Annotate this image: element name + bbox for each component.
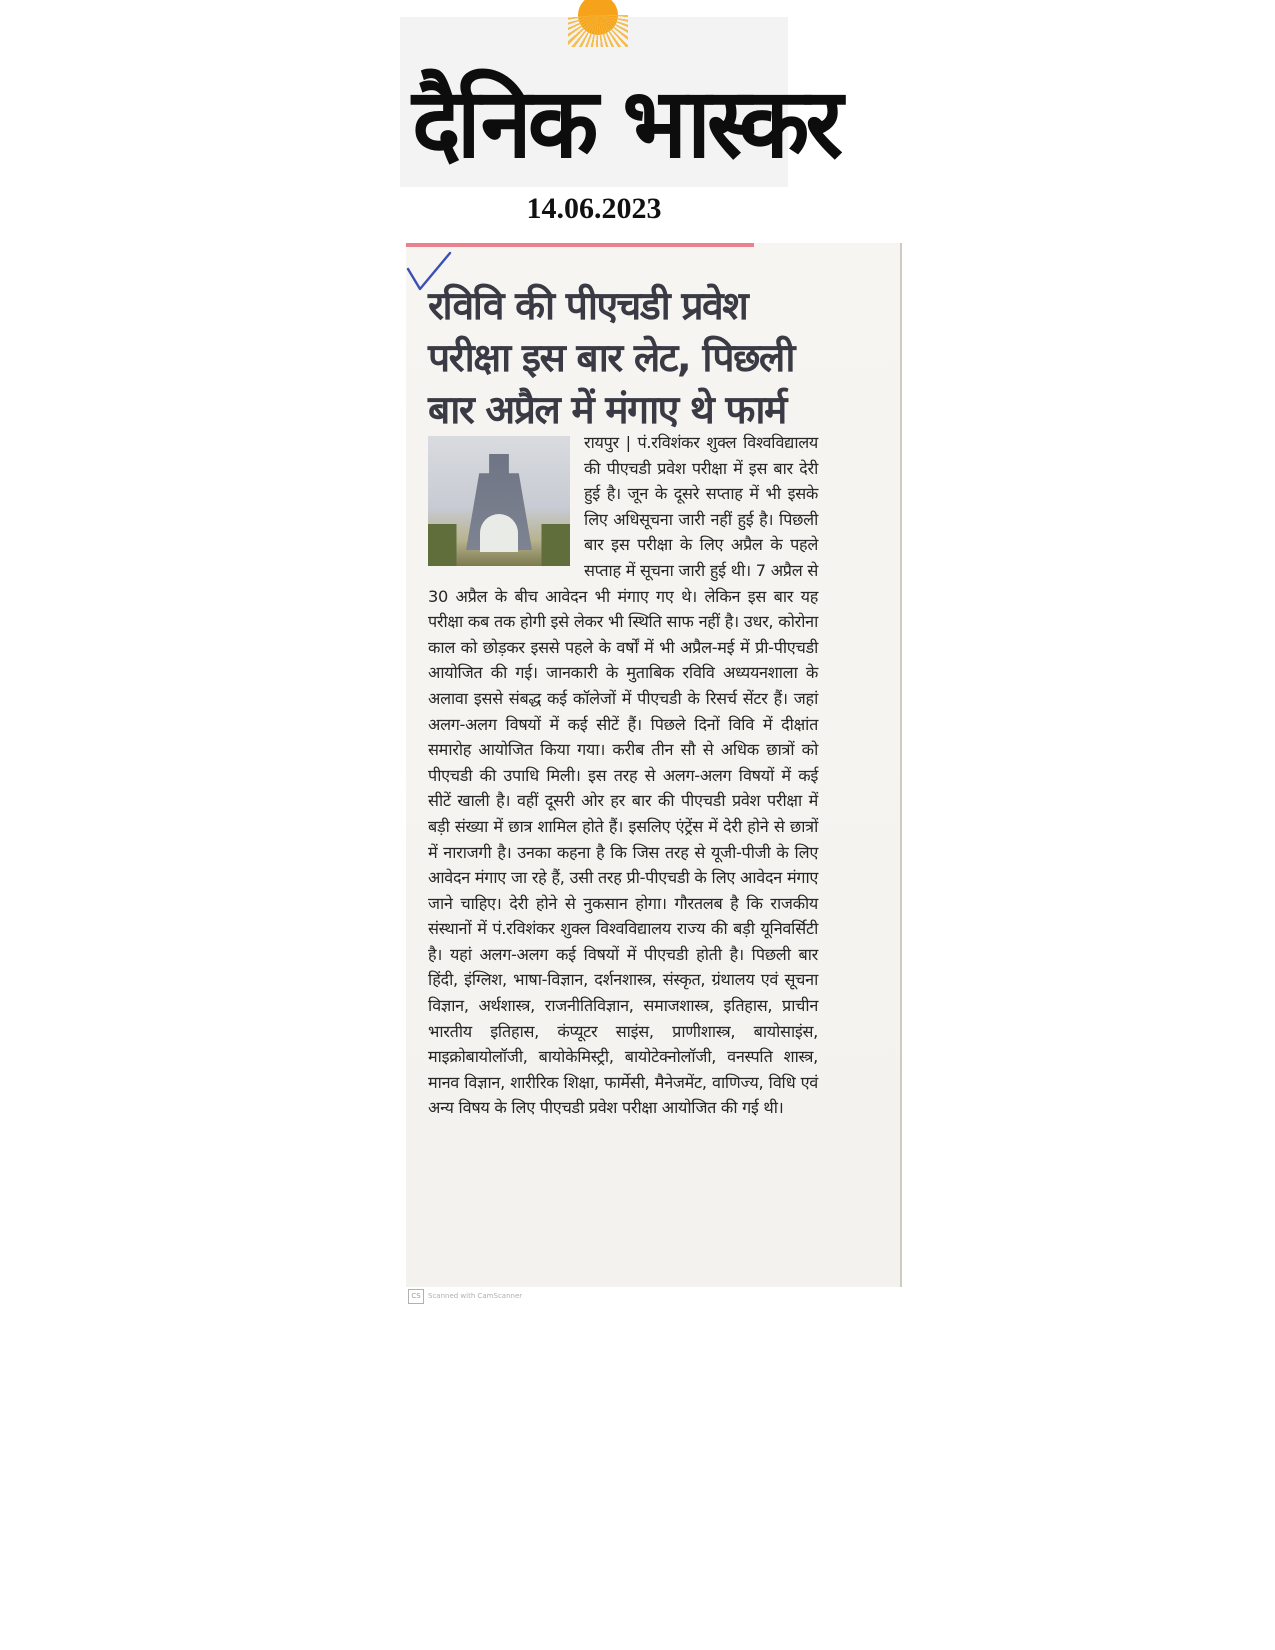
article-headline: रविवि की पीएचडी प्रवेश परीक्षा इस बार लेट, पिछली बार अप्रैल में मंगाए थे फार्म	[428, 284, 794, 433]
article-body: रायपुर | पं.रविशंकर शुक्ल विश्वविद्यालय की पीएचडी प्रवेश परीक्षा में इस बार देरी हुई है। जून के दूसरे सप्ताह में भी इसके लिए अधिसूचना जारी नहीं हुई है। पिछली बार इस परीक्षा के लिए अप्रैल के पहले सप्ताह में सूचना जारी हुई थी। 7 अप्रैल से 30 अप्रैल के बीच आवेदन भी मंगाए गए थे। लेकिन इस बार यह परीक्षा कब तक होगी इसे लेकर भी स्थिति साफ नहीं है। उधर, कोरोना काल को छोड़कर इससे पहले के वर्षों में भी अप्रैल-मई में प्री-पीएचडी आयोजित की गई। जानकारी के मुताबिक रविवि अध्ययनशाला के अलावा इससे संबद्ध कई कॉलेजों में पीएचडी के रिसर्च सेंटर हैं। जहां अलग-अलग विषयों में कई सीटें हैं। पिछले दिनों विवि में दीक्षांत समारोह आयोजित किया गया। करीब तीन सौ से अधिक छात्रों को पीएचडी की उपाधि मिली। इस तरह से अलग-अलग विषयों में कई सीटें खाली है। वहीं दूसरी ओर हर बार की पीएचडी प्रवेश परीक्षा में बड़ी संख्या में छात्र शामिल होते हैं। इसलिए एंट्रेंस में देरी होने से छात्रों में नाराजगी है। उनका कहना है कि जिस तरह से यूजी-पीजी के लिए आवेदन मंगाए जा रहे हैं, उसी तरह प्री-पीएचडी के लिए आवेदन मंगाए जाने चाहिए। देरी होने से नुकसान होगा। गौरतलब है कि राजकीय संस्थानों में पं.रविशंकर शुक्ल विश्वविद्यालय राज्य की बड़ी यूनिवर्सिटी है। यहां अलग-अलग कई विषयों में पीएचडी होती है। पिछली बार हिंदी, इंग्लिश, भाषा-विज्ञान, दर्शनशास्त्र, संस्कृत, ग्रंथालय एवं सूचना विज्ञान, अर्थशास्त्र, राजनीतिविज्ञान, समाजशास्त्र, इतिहास, प्राचीन भारतीय इतिहास, कंप्यूटर साइंस, प्राणीशास्त्र, बायोसाइंस, माइक्रोबायोलॉजी, बायोकेमिस्ट्री, बायोटेक्नोलॉजी, वनस्पति शास्त्र, मानव विज्ञान, शारीरिक शिक्षा, फार्मेसी, मैनेजमेंट, वाणिज्य, विधि एवं अन्य विषय के लिए पीएचडी प्रवेश परीक्षा आयोजित की गई थी।	[428, 433, 818, 1118]
newspaper-name: दैनिक भास्कर	[412, 67, 840, 180]
clipping-edge	[900, 243, 902, 1287]
sun-logo-icon	[568, 15, 628, 47]
university-gate-photo	[428, 436, 570, 566]
news-clipping	[406, 243, 902, 1287]
article-body-container	[428, 430, 818, 1121]
scanner-text: Scanned with CamScanner	[428, 1292, 523, 1300]
scanner-watermark	[408, 1288, 522, 1304]
clipping-top-rule	[406, 243, 754, 247]
newspaper-masthead	[400, 17, 840, 187]
publication-date: 14.06.2023	[526, 192, 662, 225]
camscanner-logo-icon: CS	[408, 1289, 424, 1304]
